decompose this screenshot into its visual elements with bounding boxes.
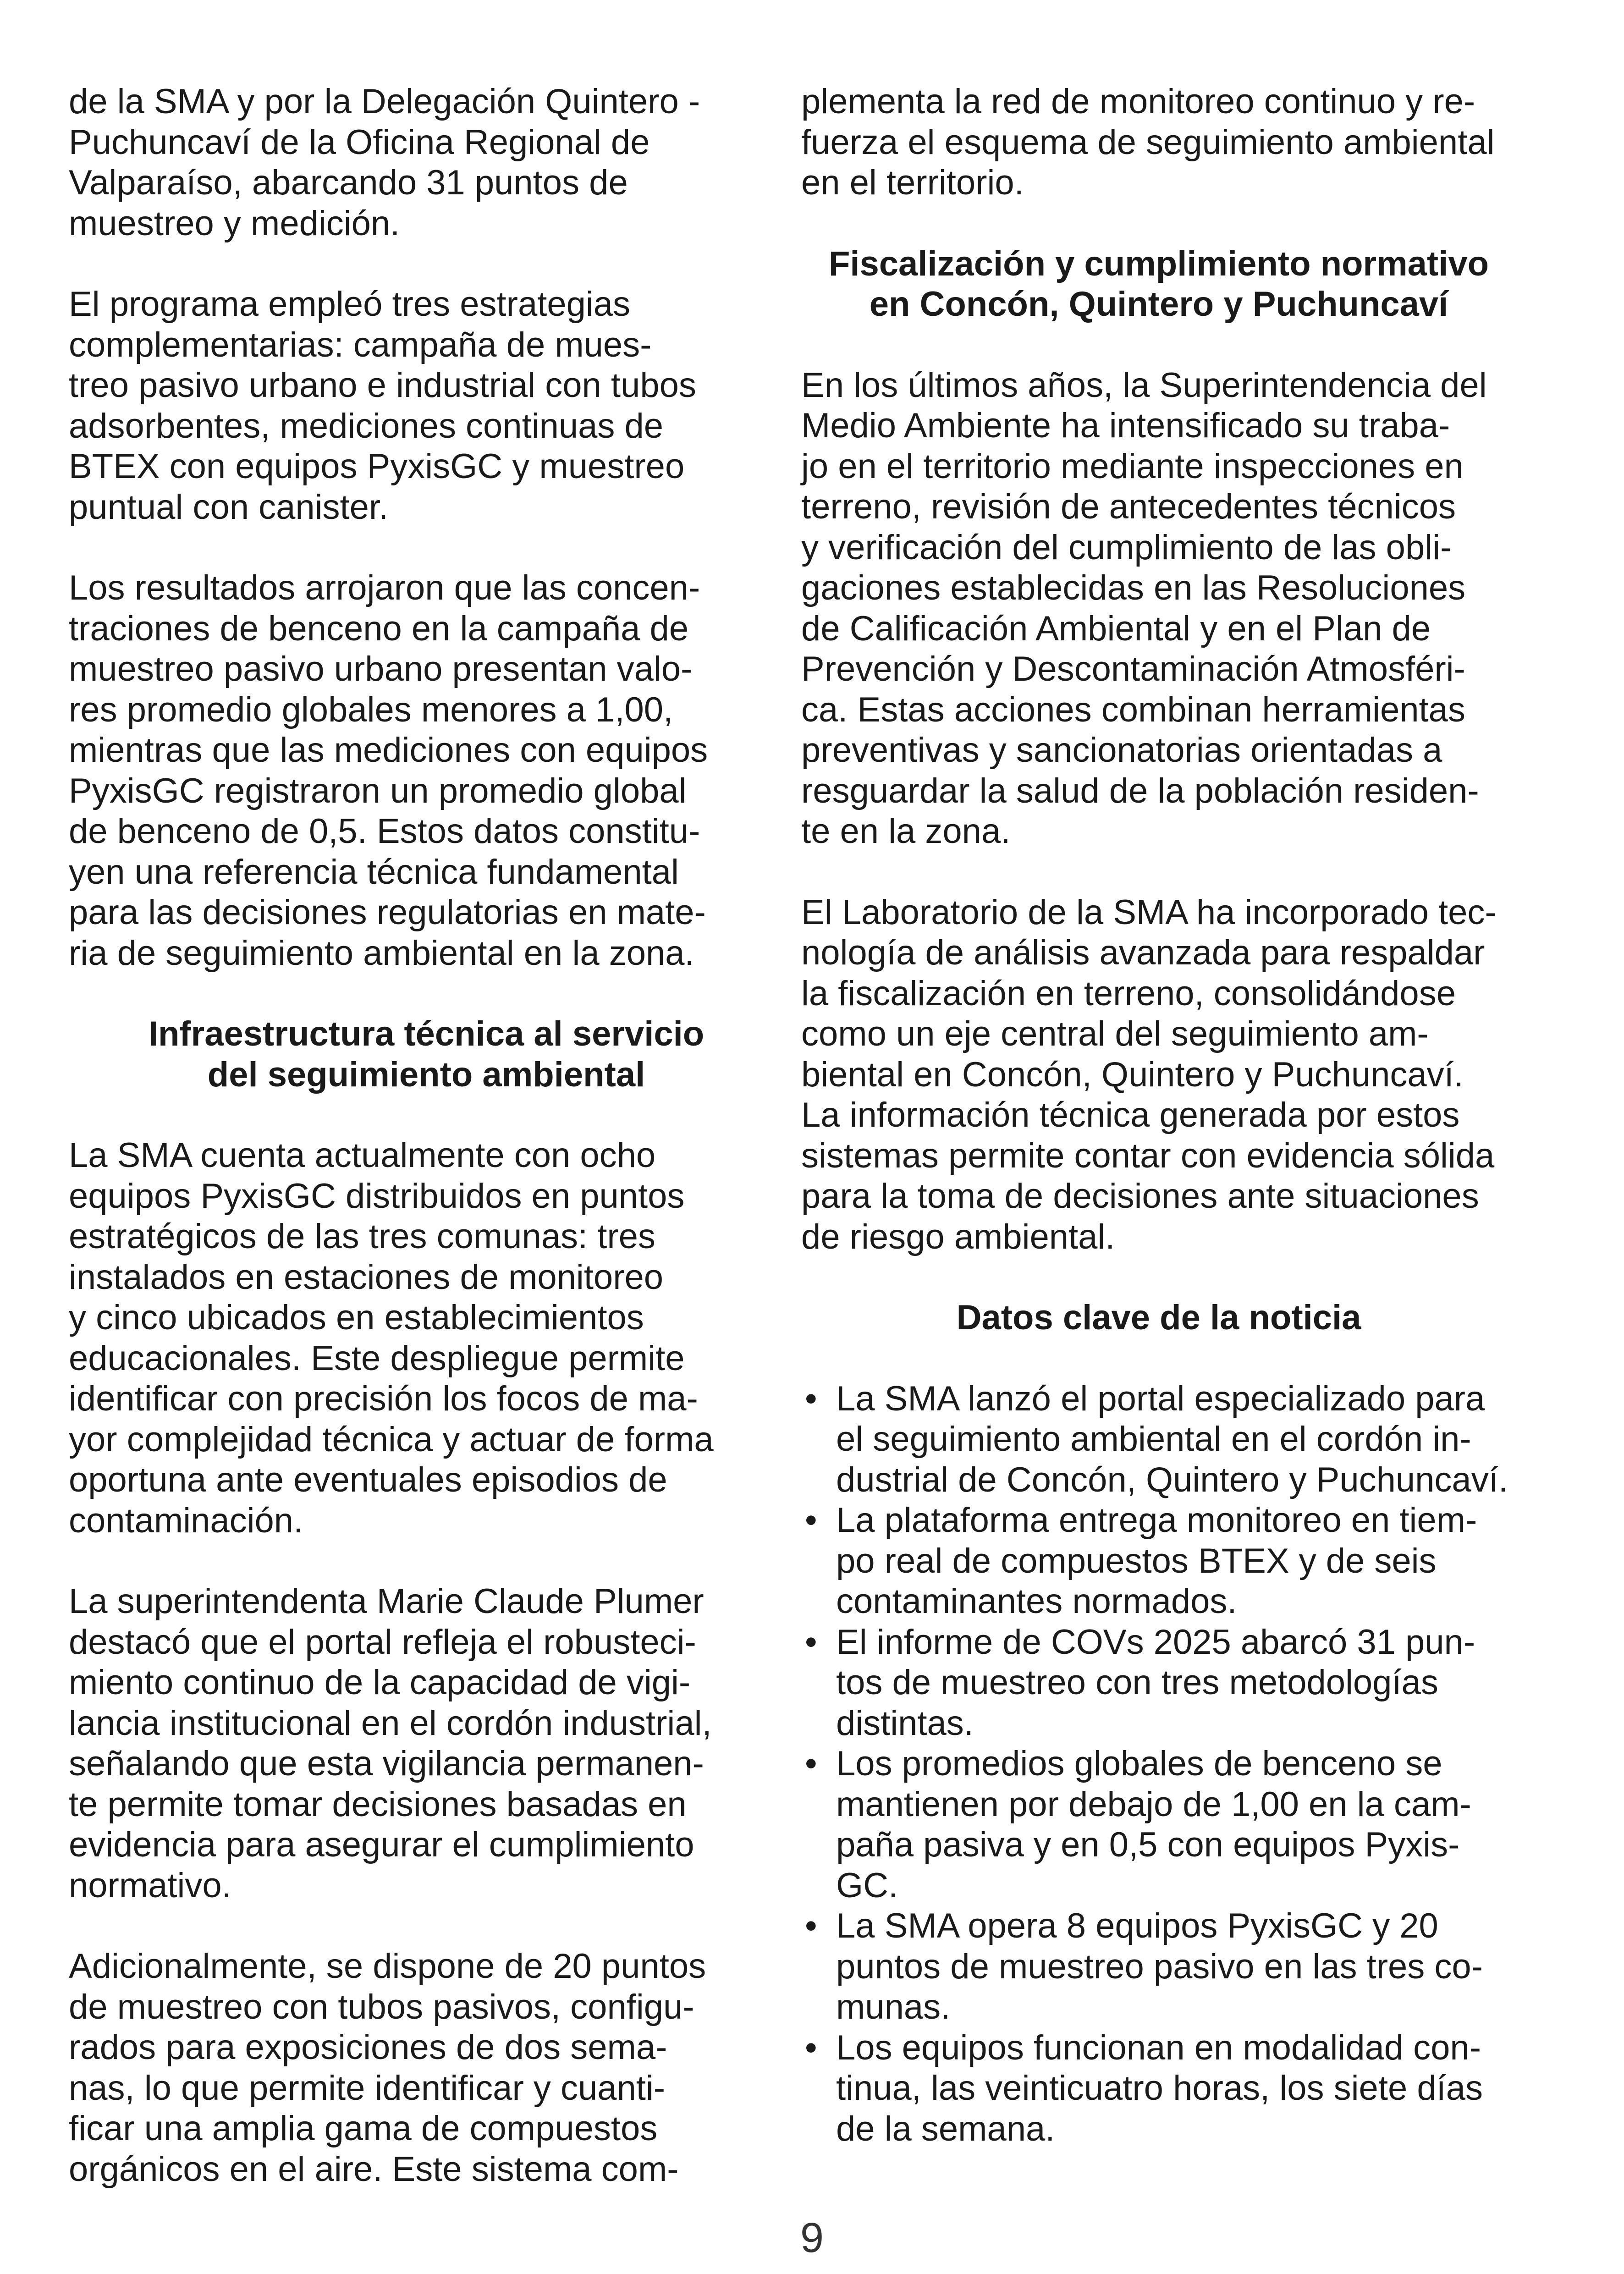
list-item-text: El informe de COVs 2025 abarcó 31 pun- tos de muestreo con tres metodologías distintas. (836, 1622, 1475, 1743)
list-item-text: Los equipos funcionan en modalidad con- tinua, las veinticuatro horas, los siete días de la semana. (836, 2028, 1483, 2148)
section-heading-datos-clave: Datos clave de la noticia (956, 1298, 1361, 1337)
paragraph: Los resultados arrojaron que las concen- traciones de benceno en la campaña de muestreo pasivo urbano presentan valo- res promedio globales menores a 1,00, mientras que las mediciones con equipos PyxisGC registraron un promedio global de benceno de 0,5. Estos datos constitu- yen una referencia técnica fundamental para las decisiones regulatorias en mate- ria de seguimiento ambiental en la zona. (69, 568, 708, 973)
list-item-text: La SMA opera 8 equipos PyxisGC y 20 puntos de muestreo pasivo en las tres co- munas. (836, 1906, 1483, 2026)
right-column (801, 82, 1516, 2149)
list-item (801, 1622, 1516, 1744)
paragraph: Adicionalmente, se dispone de 20 puntos de muestreo con tubos pasivos, configu- rados para exposiciones de dos sema- nas, lo que permite identificar y cuanti- ficar una amplia gama de compuestos orgánicos en el aire. Este sistema com- (69, 1947, 706, 2189)
page-number: 9 (800, 2214, 824, 2261)
list-item-text: Los promedios globales de benceno se mantienen por debajo de 1,00 en la cam- paña pasiva y en 0,5 con equipos Pyxis- GC. (836, 1744, 1471, 1905)
bullet-icon: • (805, 1906, 817, 1945)
section-heading-infraestructura: Infraestructura técnica al servicio del seguimiento ambiental (148, 1014, 705, 1094)
list-item (801, 1500, 1516, 1622)
bullet-icon: • (805, 1379, 817, 1418)
left-column (69, 82, 784, 2190)
paragraph: La SMA cuenta actualmente con ocho equipos PyxisGC distribuidos en puntos estratégicos de las tres comunas: tres instalados en estaciones de monitoreo y cinco ubicados en establecimientos educacionales. Este despliegue permite identificar con precisión los focos de ma- yor complejidad técnica y actuar de forma oportuna ante eventuales episodios de contaminación. (69, 1136, 714, 1540)
bullet-icon: • (805, 2028, 817, 2067)
list-item (801, 1906, 1516, 2028)
paragraph: En los últimos años, la Superintendencia del Medio Ambiente ha intensificado su traba- jo en el territorio mediante inspecciones en terreno, revisión de antecedentes técnicos y verificación del cumplimiento de las obli- gaciones establecidas en las Resoluciones de Calificación Ambiental y en el Plan de Prevención y Descontaminación Atmosféri- ca. Estas acciones combinan herramientas preventivas y sancionatorias orientadas a resguardar la salud de la población residen- te en la zona. (801, 365, 1487, 851)
section-heading-fiscalizacion: Fiscalización y cumplimiento normativo en Concón, Quintero y Puchuncaví (828, 244, 1489, 324)
bullet-icon: • (805, 1622, 817, 1662)
key-facts-list (801, 1379, 1516, 2150)
list-item (801, 1744, 1516, 1906)
list-item (801, 2028, 1516, 2150)
paragraph: El Laboratorio de la SMA ha incorporado tec- nología de análisis avanzada para respaldar la fiscalización en terreno, consolidándose como un eje central del seguimiento am- biental en Concón, Quintero y Puchuncaví. La información técnica generada por estos sistemas permite contar con evidencia sólida para la toma de decisiones ante situaciones de riesgo ambiental. (801, 892, 1497, 1256)
list-item-text: La plataforma entrega monitoreo en tiem- po real de compuestos BTEX y de seis contaminantes normados. (836, 1501, 1477, 1621)
paragraph: de la SMA y por la Delegación Quintero - Puchuncaví de la Oficina Regional de Valparaíso, abarcando 31 puntos de muestreo y medición. (69, 82, 700, 243)
bullet-icon: • (805, 1744, 817, 1783)
paragraph: La superintendenta Marie Claude Plumer destacó que el portal refleja el robusteci- miento continuo de la capacidad de vigi- lancia institucional en el cordón industrial, señalando que esta vigilancia permanen- te permite tomar decisiones basadas en evidencia para asegurar el cumplimiento normativo. (69, 1582, 712, 1905)
bullet-icon: • (805, 1501, 817, 1540)
paragraph: El programa empleó tres estrategias complementarias: campaña de mues- treo pasivo urbano e industrial con tubos adsorbentes, mediciones continuas de BTEX con equipos PyxisGC y muestreo puntual con canister. (69, 285, 696, 527)
list-item-text: La SMA lanzó el portal especializado para el seguimiento ambiental en el cordón in- dustrial de Concón, Quintero y Puchuncaví. (836, 1379, 1508, 1499)
list-item (801, 1379, 1516, 1501)
paragraph: plementa la red de monitoreo continuo y re- fuerza el esquema de seguimiento ambiental en el territorio. (801, 82, 1495, 202)
